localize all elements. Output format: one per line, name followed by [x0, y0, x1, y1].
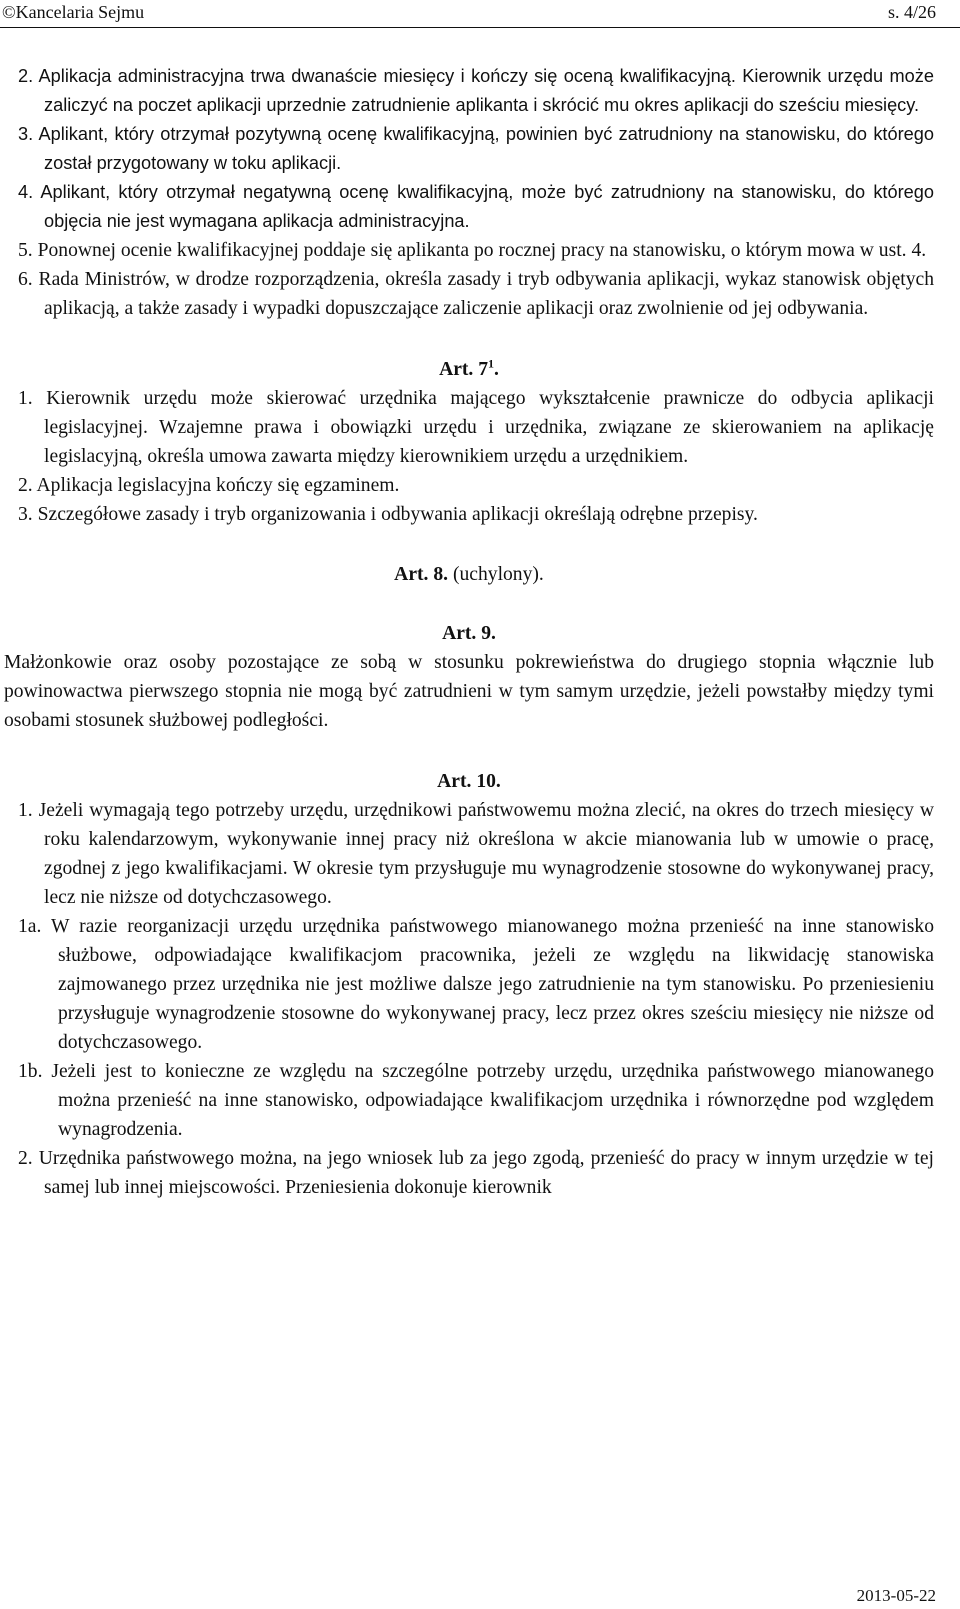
spacer [4, 735, 934, 767]
article-8-title: Art. 8. [394, 564, 449, 585]
article-7-title: Art. 7 [439, 359, 489, 380]
article-10-paragraph-2: 2. Urzędnika państwowego można, na jego wniosek lub za jego zgodą, przenieść do pracy w innym urzędzie w tej samej lub innej miejscowości. Przeniesienia dokonuje kierownik [18, 1148, 934, 1198]
spacer [4, 529, 934, 560]
header-divider [0, 27, 960, 28]
article-7-paragraph-3: 3. Szczegółowe zasady i tryb organizowania i odbywania aplikacji określają odrębne przepisy. [18, 504, 758, 525]
document-body [4, 62, 934, 1202]
article-10-paragraph-1a: 1a. W razie reorganizacji urzędu urzędnika państwowego mianowanego można przenieść na inne stanowisko służbowe, odpowiadające kwalifikacjom pracownika, jeżeli ze względu na likwidację stanowiska zajmowanego przez urzędnika nie jest możliwe dalsze jego zatrudnienie na tym stanowisku. Po przeniesieniu przysługuje wynagrodzenie stosowne do wykonywanej pracy, lecz przez okres sześciu miesięcy nie niższe od dotychczasowego. [18, 916, 934, 1053]
footer-date: 2013-05-22 [856, 1586, 936, 1605]
paragraph-6-6: 6. Rada Ministrów, w drodze rozporządzenia, określa zasady i tryb odbywania aplikacji, wykaz stanowisk objętych aplikacją, a także zasady i wypadki dopuszczające zaliczenie aplikacji oraz zwolnienie od jej odbywania. [18, 269, 934, 319]
article-8-status: (uchylony). [452, 564, 544, 585]
paragraph-6-3: 3. Aplikant, który otrzymał pozytywną ocenę kwalifikacyjną, powinien być zatrudniony na stanowisku, do którego został przygotowany w toku aplikacji. [18, 124, 934, 173]
header-page-number: s. 4/26 [887, 2, 936, 22]
article-9-text: Małżonkowie oraz osoby pozostające ze sobą w stosunku pokrewieństwa do drugiego stopnia włącznie lub powinowactwa pierwszego stopnia nie mogą być zatrudnieni w tym samym urzędzie, jeżeli powstałby między tymi osobami stosunek służbowej podległości. [4, 652, 934, 731]
header-source: ©Kancelaria Sejmu [2, 2, 145, 22]
article-10-paragraph-1: 1. Jeżeli wymagają tego potrzeby urzędu, urzędnikowi państwowemu można zlecić, na okres do trzech miesięcy w roku kalendarzowym, wykonywanie innej pracy niż określona w akcie mianowania lub w umowie o pracę, zgodnej z jego kwalifikacjami. W okresie tym przysługuje mu wynagrodzenie stosowne do wykonywanej pracy, lecz nie niższe od dotychczasowego. [18, 800, 934, 908]
spacer [4, 589, 934, 619]
article-7-paragraph-2: 2. Aplikacja legislacyjna kończy się egzaminem. [18, 475, 400, 496]
article-7-paragraph-1: 1. Kierownik urzędu może skierować urzędnika mającego wykształcenie prawnicze do odbycia aplikacji legislacyjnej. Wzajemne prawa i obowiązki urzędu i urzędnika, związane ze skierowaniem na aplikację legislacyjną, określa umowa zawarta między kierownikiem urzędu a urzędnikiem. [18, 388, 934, 467]
article-10-heading: Art. 10. [437, 771, 501, 792]
article-7-dot: . [494, 359, 499, 380]
article-8-heading [4, 560, 934, 589]
article-7-superscript: 1 [488, 356, 495, 371]
spacer [4, 323, 934, 355]
article-7-heading [4, 355, 934, 384]
paragraph-6-2: 2. Aplikacja administracyjna trwa dwanaście miesięcy i kończy się oceną kwalifikacyjną. Kierownik urzędu może zaliczyć na poczet aplikacji uprzednie zatrudnienie aplikanta i skrócić mu okres aplikacji do sześciu miesięcy. [18, 66, 934, 115]
paragraph-6-4: 4. Aplikant, który otrzymał negatywną ocenę kwalifikacyjną, może być zatrudniony na stanowisku, do którego objęcia nie jest wymagana aplikacja administracyjna. [18, 182, 934, 231]
paragraph-6-5: 5. Ponownej ocenie kwalifikacyjnej poddaje się aplikanta po rocznej pracy na stanowisku, o którym mowa w ust. 4. [18, 240, 927, 261]
article-9-heading: Art. 9. [442, 623, 496, 644]
article-10-paragraph-1b: 1b. Jeżeli jest to konieczne ze względu na szczególne potrzeby urzędu, urzędnika państwowego mianowanego można przenieść na inne stanowisko, odpowiadające kwalifikacjom urzędnika i równorzędne pod względem wynagrodzenia. [18, 1061, 934, 1140]
